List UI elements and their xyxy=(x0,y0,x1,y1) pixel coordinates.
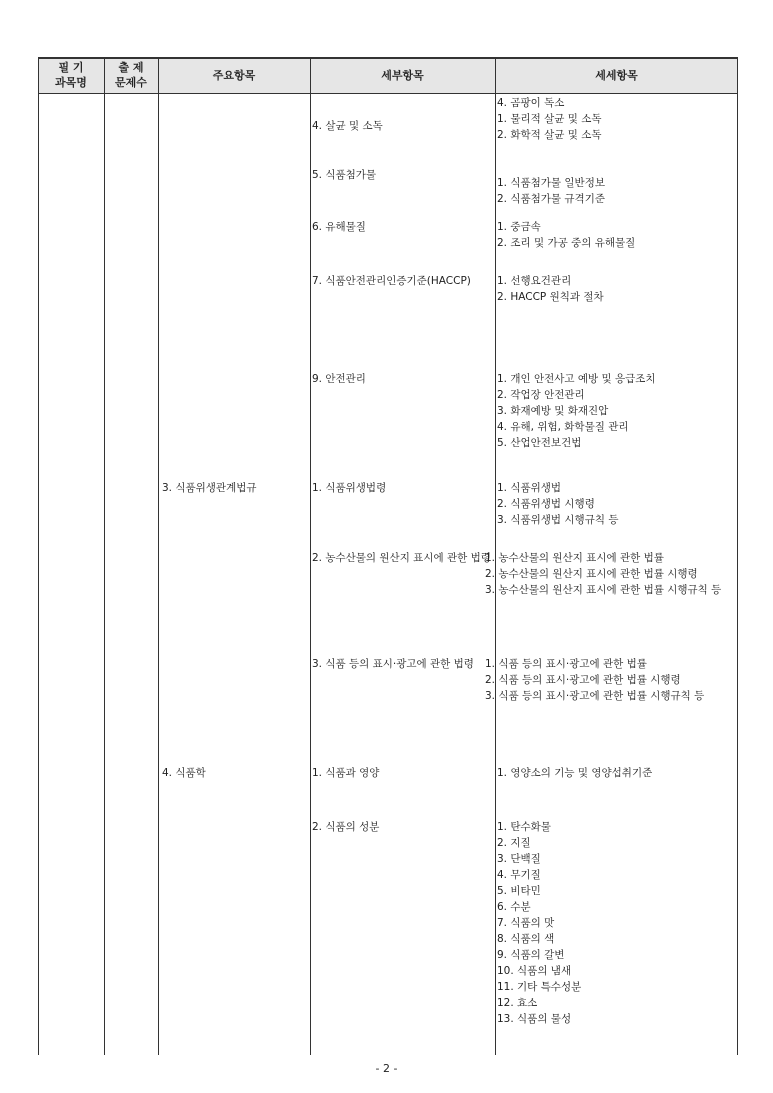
col-border-0 xyxy=(38,57,39,1055)
list-item: 13. 식품의 물성 xyxy=(497,1013,572,1025)
list-item: 2. 식품첨가물 규격기준 xyxy=(497,193,605,205)
detail-item: 6. 유해물질 xyxy=(312,221,366,233)
list-item: 1. 농수산물의 원산지 표시에 관한 법률 xyxy=(485,552,664,564)
main-item: 4. 식품학 xyxy=(162,767,206,779)
list-item: 2. 농수산물의 원산지 표시에 관한 법률 시행령 xyxy=(485,568,698,580)
list-item: 4. 무기질 xyxy=(497,869,541,881)
list-item: 3. 화재예방 및 화재진압 xyxy=(497,405,609,417)
list-item: 5. 비타민 xyxy=(497,885,541,897)
sub-list-2 xyxy=(497,175,737,207)
col-border-5 xyxy=(737,57,738,1055)
list-item: 1. 식품첨가물 일반정보 xyxy=(497,177,605,189)
list-item: 1. 개인 안전사고 예방 및 응급조치 xyxy=(497,373,656,385)
header-count-line2: 문제수 xyxy=(115,76,147,89)
detail-item: 2. 농수산물의 원산지 표시에 관한 법령 xyxy=(312,552,491,564)
header-main-item: 주요항목 xyxy=(212,68,256,82)
sub-list-7 xyxy=(485,550,737,598)
list-item: 2. 화학적 살균 및 소독 xyxy=(497,129,602,141)
header-subject-line2: 과목명 xyxy=(55,76,87,89)
list-item: 1. 중금속 xyxy=(497,221,541,233)
list-item: 2. 지질 xyxy=(497,837,531,849)
list-item: 2. HACCP 원칙과 절차 xyxy=(497,291,604,303)
syllabus-table xyxy=(38,57,738,1055)
header-bottom-border xyxy=(38,93,738,94)
sub-list-8 xyxy=(485,656,737,704)
header-count-line1: 출 제 xyxy=(118,61,144,74)
table-top-border xyxy=(38,57,738,59)
sub-list-9 xyxy=(497,765,737,781)
header-detail-item: 세부항목 xyxy=(381,68,424,82)
list-item: 3. 식품위생법 시행규칙 등 xyxy=(497,514,619,526)
col-border-1 xyxy=(104,57,105,1055)
sub-list-10 xyxy=(497,819,737,1027)
detail-item: 1. 식품과 영양 xyxy=(312,767,380,779)
header-subject xyxy=(38,57,104,93)
list-item: 2. 작업장 안전관리 xyxy=(497,389,585,401)
list-item: 3. 식품 등의 표시·광고에 관한 법률 시행규칙 등 xyxy=(485,690,705,702)
list-item: 1. 식품위생법 xyxy=(497,482,562,494)
list-item: 2. 식품위생법 시행령 xyxy=(497,498,595,510)
list-item: 7. 식품의 맛 xyxy=(497,917,555,929)
list-item: 1. 물리적 살균 및 소독 xyxy=(497,113,602,125)
col-border-2 xyxy=(158,57,159,1055)
list-item: 3. 농수산물의 원산지 표시에 관한 법률 시행규칙 등 xyxy=(485,584,722,596)
list-item: 1. 영양소의 기능 및 영양섭취기준 xyxy=(497,767,653,779)
list-item: 9. 식품의 갈변 xyxy=(497,949,565,961)
sub-list-1 xyxy=(497,111,737,143)
list-item: 4. 곰팡이 독소 xyxy=(497,97,565,109)
list-item: 1. 탄수화물 xyxy=(497,821,551,833)
sub-list-3 xyxy=(497,219,737,251)
header-subject-line1: 필 기 xyxy=(58,61,84,74)
detail-item: 9. 안전관리 xyxy=(312,373,366,385)
list-item: 1. 식품 등의 표시·광고에 관한 법률 xyxy=(485,658,647,670)
list-item: 6. 수분 xyxy=(497,901,531,913)
detail-item: 3. 식품 등의 표시·광고에 관한 법령 xyxy=(312,658,474,670)
detail-item: 4. 살균 및 소독 xyxy=(312,120,383,132)
page-number: - 2 - xyxy=(375,1062,398,1075)
list-item: 1. 선행요건관리 xyxy=(497,275,572,287)
list-item: 5. 산업안전보건법 xyxy=(497,437,582,449)
list-item: 10. 식품의 냄새 xyxy=(497,965,572,977)
list-item: 11. 기타 특수성분 xyxy=(497,981,582,993)
list-item: 2. 식품 등의 표시·광고에 관한 법률 시행령 xyxy=(485,674,681,686)
detail-item: 1. 식품위생법령 xyxy=(312,482,387,494)
sub-list-6 xyxy=(497,480,737,528)
detail-item: 5. 식품첨가물 xyxy=(312,169,377,181)
detail-item: 7. 식품안전관리인증기준(HACCP) xyxy=(312,275,471,287)
list-item: 3. 단백질 xyxy=(497,853,541,865)
list-item: 4. 유해, 위험, 화학물질 관리 xyxy=(497,421,629,433)
header-question-count xyxy=(104,57,158,93)
sub-list-4 xyxy=(497,273,737,305)
sub-list-5 xyxy=(497,371,737,451)
col-border-3 xyxy=(310,57,311,1055)
main-item: 3. 식품위생관계법규 xyxy=(162,482,257,494)
detail-item: 2. 식품의 성분 xyxy=(312,821,380,833)
sub-list-0 xyxy=(497,95,737,111)
list-item: 8. 식품의 색 xyxy=(497,933,555,945)
header-sub-item: 세세항목 xyxy=(595,68,638,82)
list-item: 12. 효소 xyxy=(497,997,538,1009)
list-item: 2. 조리 및 가공 중의 유해물질 xyxy=(497,237,636,249)
